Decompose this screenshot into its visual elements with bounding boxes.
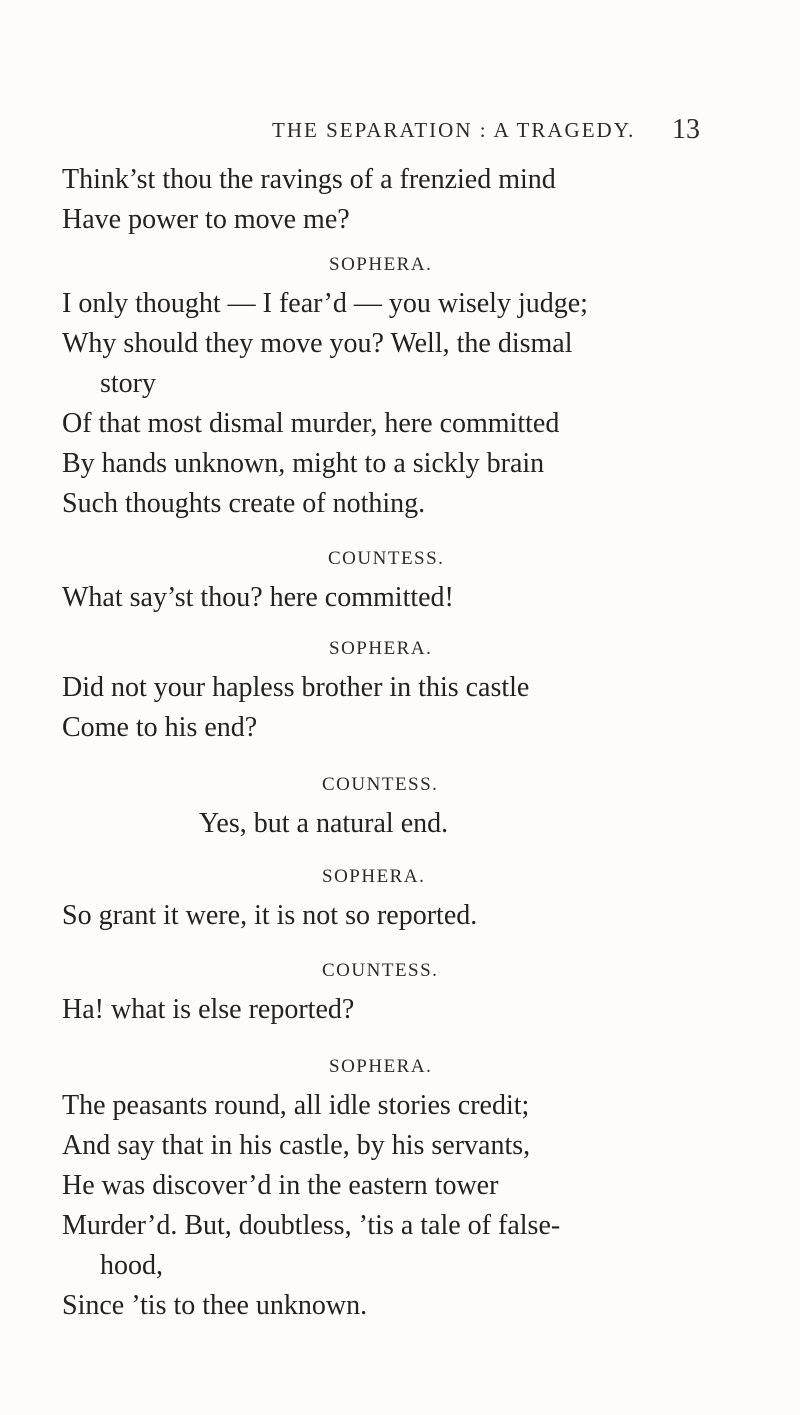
running-title: THE SEPARATION : A TRAGEDY. (272, 118, 636, 142)
verse-line: The peasants round, all idle stories credit; (62, 1090, 530, 1121)
verse-line: What say’st thou? here committed! (62, 582, 454, 613)
verse-line: I only thought — I fear’d — you wisely judge; (62, 288, 588, 319)
speaker-name: SOPHERA. (329, 1056, 433, 1077)
verse-line: By hands unknown, might to a sickly brain (62, 448, 545, 479)
verse-line-indented: Yes, but a natural end. (199, 808, 449, 839)
verse-line: Have power to move me? (62, 204, 350, 235)
verse-line: Come to his end? (62, 712, 258, 743)
verse-line: So grant it were, it is not so reported. (62, 900, 478, 931)
speaker-name: COUNTESS. (322, 774, 439, 795)
verse-line-continuation: hood, (100, 1250, 163, 1281)
play-text (62, 160, 762, 1326)
verse-line: Why should they move you? Well, the dismal (62, 328, 573, 359)
page-header (0, 114, 800, 154)
verse-line: Ha! what is else reported? (62, 994, 355, 1025)
speaker-name: SOPHERA. (329, 638, 433, 659)
verse-line-continuation: story (100, 368, 156, 399)
verse-line: Such thoughts create of nothing. (62, 488, 426, 519)
verse-line: Murder’d. But, doubtless, ’tis a tale of false- (62, 1210, 561, 1241)
verse-line: He was discover’d in the eastern tower (62, 1170, 499, 1201)
verse-line: Since ’tis to thee unknown. (62, 1290, 368, 1321)
verse-line: And say that in his castle, by his servants, (62, 1130, 531, 1161)
verse-line: Think’st thou the ravings of a frenzied mind (62, 164, 556, 195)
page-number: 13 (672, 114, 700, 145)
verse-line: Of that most dismal murder, here committed (62, 408, 560, 439)
speaker-name: SOPHERA. (322, 866, 426, 887)
speaker-name: SOPHERA. (329, 254, 433, 275)
speaker-name: COUNTESS. (328, 548, 445, 569)
speaker-name: COUNTESS. (322, 960, 439, 981)
verse-line: Did not your hapless brother in this castle (62, 672, 530, 703)
